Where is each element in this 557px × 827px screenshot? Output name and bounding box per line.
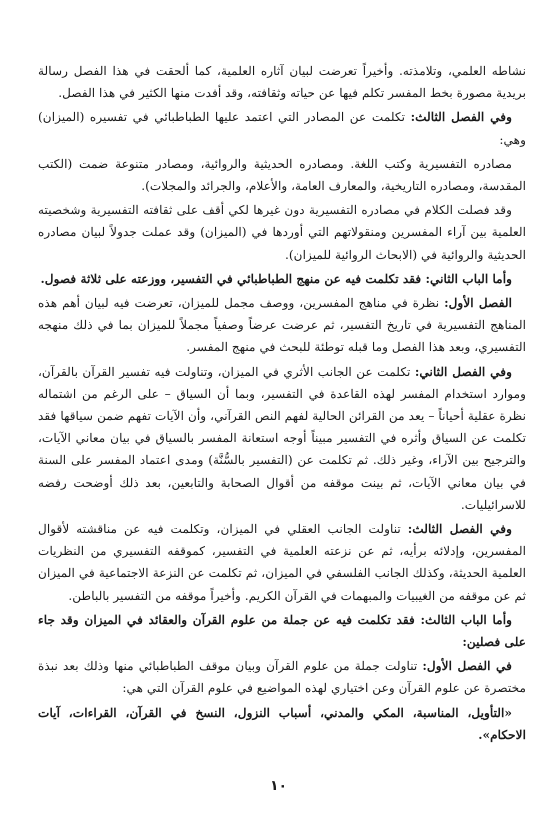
paragraph-6 — [38, 292, 526, 359]
section-heading: وفي الفصل الثالث: — [407, 522, 512, 537]
paragraph-text: مصادره التفسيرية وكتب اللغة. ومصادره الحديثية والروائية، ومصادر متنوعة ضمت (الكتب المقدسة، ومصادره التاريخية، والمعارف العامة، والأعلام، والجرائد والمجلات). — [38, 156, 526, 194]
paragraph-8 — [38, 518, 526, 607]
section-heading: وأما الباب الثالث: — [420, 612, 512, 627]
page-body — [38, 60, 526, 746]
section-heading: الفصل الأول: — [444, 296, 512, 311]
paragraph-text: تناولت جملة من علوم القرآن وبيان موقف الطباطبائي منها وذلك بعد نبذة مختصرة عن علوم القرآن وعن اختياري لهذه المواضيع في علوم القرآن التي هي: — [38, 659, 526, 696]
paragraph-text: نشاطه العلمي، وتلامذته. وأخيراً تعرضت لبيان آثاره العلمية، كما ألحقت في هذا الفصل رسالة بريدية مصورة بخط المفسر تكلم فيها عن حياته وثقافته، وقد أفدت منها الكثير في هذا الفصل. — [38, 64, 526, 101]
paragraph-text: فقد تكلمت فيه عن جملة من علوم القرآن والعقائد في الميزان وقد جاء على فصلين: — [38, 612, 526, 650]
paragraph-text: نظرة في مناهج المفسرين، ووصف مجمل للميزان، تعرضت فيه لبيان أهم هذه المناهج التفسيرية في تاريخ التفسير، ثم عرضت عرضاً وصفياً مجملاً للميزان بما في ذلك منهجه التفسيري، وبعد هذا الفصل وما قبله توطئة للبحث في منهج المفسر. — [38, 296, 526, 355]
paragraph-text: فقد تكلمت فيه عن منهج الطباطبائي في التفسير، ووزعته على ثلاثة فصول. — [40, 271, 426, 286]
paragraph-text: تكلمت عن المصادر التي اعتمد عليها الطباطبائي في تفسيره (الميزان) وهي: — [38, 110, 526, 147]
paragraph-11 — [38, 702, 526, 746]
paragraph-text: تناولت الجانب العقلي في الميزان، وتكلمت فيه عن مناقشته لأقوال المفسرين، وإدلائه برأيه، ثم عن نزعته العلمية في التفسير، كموقفه التفسيري من النظريات العلمية الحديثة، وكذلك الجانب الفلسفي في الميزان، ثم تكلمت عن النزعة الاجتماعية في الميزان ثم عن موقفه من الغيبيات والمبهمات في القرآن الكريم. وأخيراً موقفه من التفسير بالباطن. — [38, 522, 526, 603]
section-heading: وأما الباب الثاني: — [425, 271, 512, 286]
section-heading: في الفصل الأول: — [422, 659, 512, 674]
paragraph-9 — [38, 609, 526, 653]
paragraph-2 — [38, 106, 526, 150]
page-number: ١٠ — [269, 778, 288, 794]
paragraph-3 — [38, 153, 526, 197]
paragraph-text: تكلمت عن الجانب الأثري في الميزان، وتناولت فيه تفسير القرآن بالقرآن، وموارد استخدام المفسر لهذه القاعدة في التفسير، وبما أن السياق – على الرغم من اشتماله نظرة عقلية أحياناً – يعد من القرائن الحالية لفهم النص القرآني، وأن الآيات تفهم ضمن سياقها فقد تكلمت عن السياق وأثره في التفسير مبيناً أوجه استعانة المفسر بالسياق في بيان معاني الآيات، والترجيح بين الآراء، وغير ذلك. ثم تكلمت عن (التفسير بالسُّنَّة) ومدى اعتماد المفسر على السنة في بيان معاني الآيات، ثم بينت موقفه من أقوال الصحابة والتابعين، بعد ذلك أوضحت رفضه للاسرائيليات. — [38, 364, 526, 512]
section-heading: وفي الفصل الثالث: — [410, 110, 512, 125]
paragraph-10 — [38, 655, 526, 699]
paragraph-7 — [38, 361, 526, 516]
paragraph-1 — [38, 60, 526, 104]
paragraph-5 — [38, 268, 526, 290]
paragraph-4 — [38, 199, 526, 266]
paragraph-text: وقد فصلت الكلام في مصادره التفسيرية دون غيرها لكي أقف على ثقافته التفسيرية وشخصيته العلمية بين آراء المفسرين ومنقولاتهم التي أوردها في (الميزان) وقد عملت جدولاً لبيان مصادره الحديثية والروائية في (الابحاث الروائية للميزان). — [38, 203, 526, 262]
paragraph-text: «التأويل، المناسبة، المكي والمدني، أسباب النزول، النسخ في القرآن، القراءات، آيات الاحكام». — [38, 705, 526, 742]
section-heading: وفي الفصل الثاني: — [414, 364, 512, 379]
